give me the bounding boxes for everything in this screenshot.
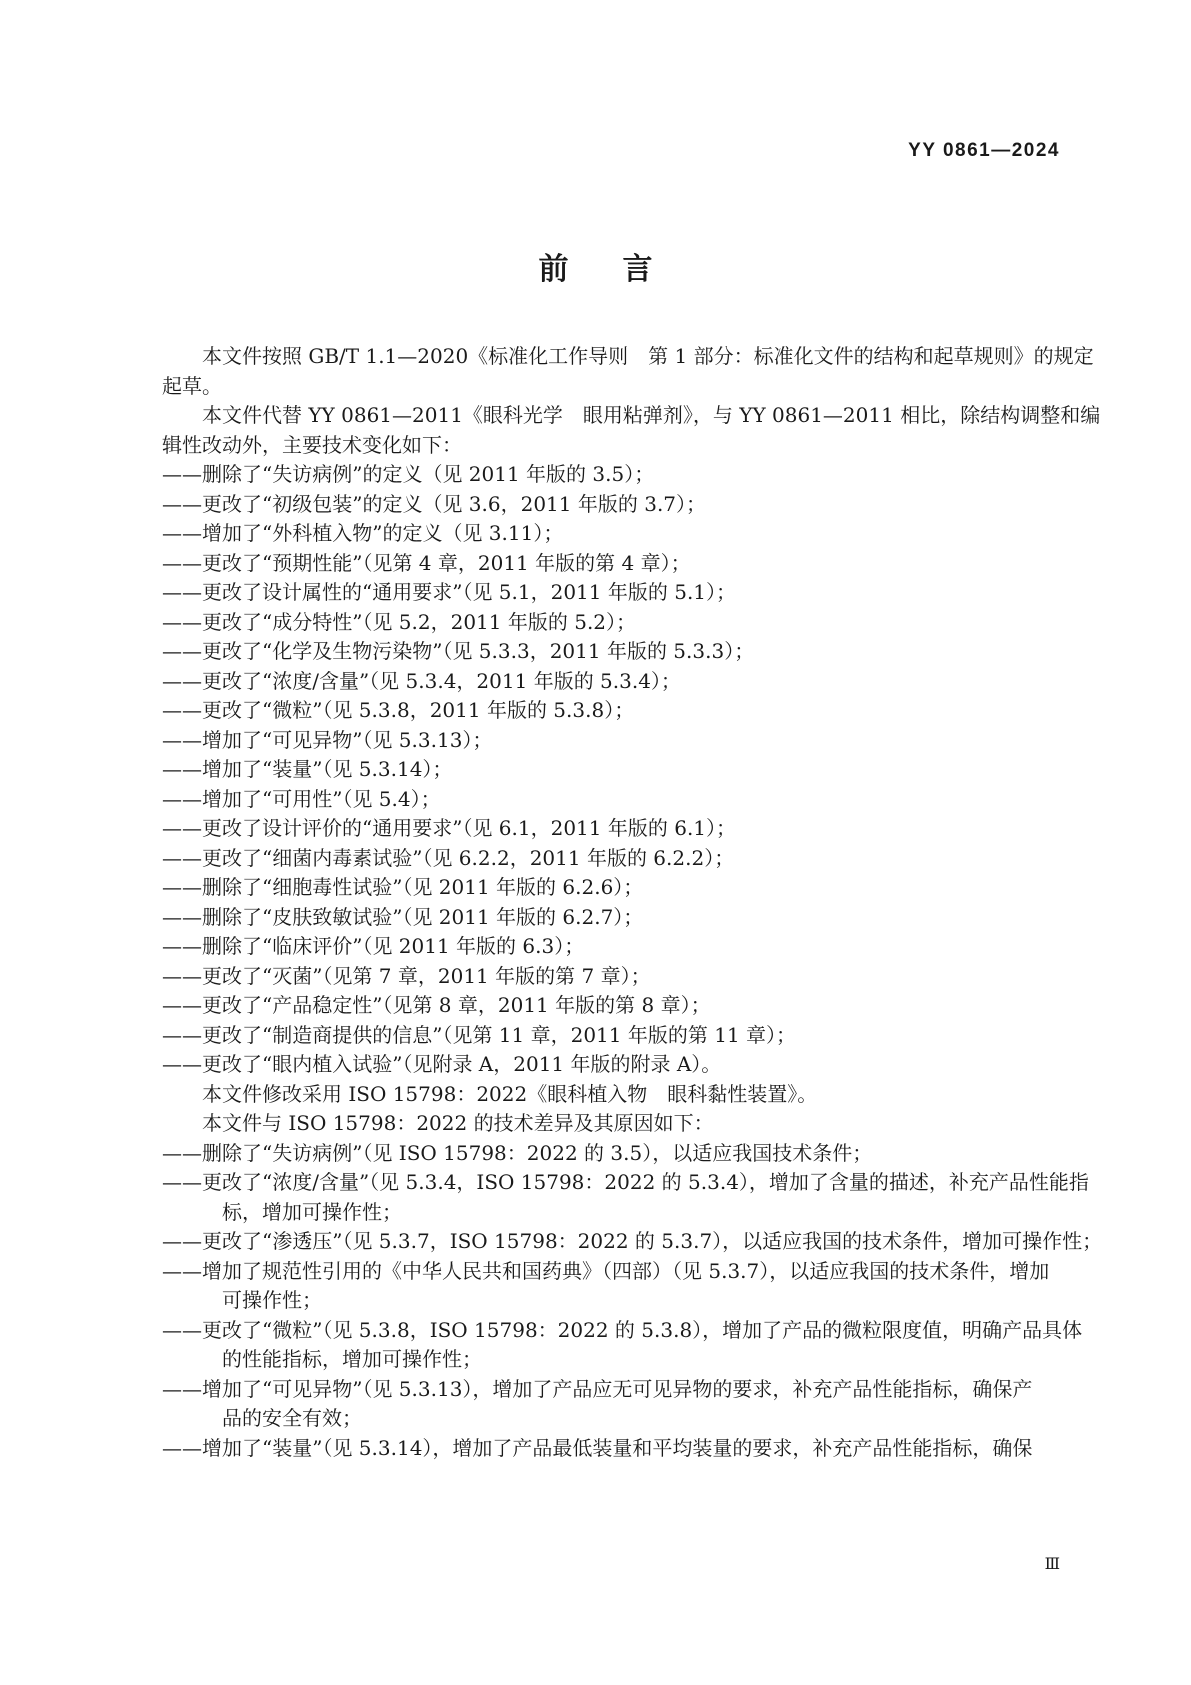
change-list-item: ——更改了“眼内植入试验”（见附录 A，2011 年版的附录 A）。 [162,1052,722,1076]
paragraph-line: 本文件按照 GB/T 1.1—2020《标准化工作导则 第 1 部分：标准化文件的结构和起草规则》的规定 [202,344,1094,368]
change-list-item: ——更改了“浓度/含量”（见 5.3.4，2011 年版的 5.3.4）； [162,668,681,693]
change-list-item: ——更改了“成分特性”（见 5.2，2011 年版的 5.2）； [162,609,637,634]
paragraph-line: 本文件修改采用 ISO 15798：2022《眼科植入物 眼科黏性装置》。 [202,1081,818,1106]
list-item-continuation: 标，增加可操作性； [222,1199,402,1224]
change-list-item: ——删除了“细胞毒性试验”（见 2011 年版的 6.2.6）； [162,875,644,899]
change-list-item: ——增加了“外科植入物”的定义（见 3.11）； [162,521,564,545]
paragraph-line: 起草。 [162,373,222,398]
change-list-item: ——增加了“可见异物”（见 5.3.13）； [162,727,493,752]
list-item-continuation: 的性能指标，增加可操作性； [222,1347,482,1371]
change-list-item: ——更改了设计评价的“通用要求”（见 6.1，2011 年版的 6.1）； [162,816,737,840]
change-list-item: ——更改了“渗透压”（见 5.3.7，ISO 15798：2022 的 5.3.7），以适应我国的技术条件，增加可操作性； [162,1229,1103,1253]
document-number: YY 0861—2024 [908,140,1060,161]
preface-body [162,342,1103,1463]
paragraph-line: 本文件代替 YY 0861—2011《眼科光学 眼用粘弹剂》，与 YY 0861—2011 相比，除结构调整和编 [202,403,1101,427]
list-item-continuation: 品的安全有效； [222,1406,362,1430]
change-list-item: ——增加了“可用性”（见 5.4）； [162,786,441,811]
change-list-item: ——更改了“化学及生物污染物”（见 5.3.3，2011 年版的 5.3.3）； [162,639,755,663]
change-list-item: ——更改了“制造商提供的信息”（见第 11 章，2011 年版的第 11 章）； [162,1022,797,1047]
change-list-item: ——更改了“初级包装”的定义（见 3.6，2011 年版的 3.7）； [162,491,707,516]
change-list-item: ——删除了“失访病例”的定义（见 2011 年版的 3.5）； [162,462,655,486]
list-item-continuation: 可操作性； [222,1288,322,1312]
change-list-item: ——增加了“装量”（见 5.3.14）； [162,757,453,781]
change-list-item: ——增加了“可见异物”（见 5.3.13），增加了产品应无可见异物的要求，补充产品性能指标，确保产 [162,1376,1033,1401]
change-list-item: ——删除了“临床评价”（见 2011 年版的 6.3）； [162,934,585,958]
change-list-item: ——更改了“灭菌”（见第 7 章，2011 年版的第 7 章）； [162,963,651,988]
change-list-item: ——删除了“失访病例”（见 ISO 15798：2022 的 3.5），以适应我国技术条件； [162,1140,873,1165]
change-list-item: ——更改了“微粒”（见 5.3.8，ISO 15798：2022 的 5.3.8），增加了产品的微粒限度值，明确产品具体 [162,1317,1083,1342]
paragraph-line: 本文件与 ISO 15798：2022 的技术差异及其原因如下： [202,1111,714,1135]
change-list-item: ——更改了“预期性能”（见第 4 章，2011 年版的第 4 章）； [162,550,691,575]
paragraph-line: 辑性改动外，主要技术变化如下： [162,432,462,457]
change-list-item: ——更改了“微粒”（见 5.3.8，2011 年版的 5.3.8）； [162,698,635,722]
change-list-item: ——更改了“产品稳定性”（见第 8 章，2011 年版的第 8 章）； [162,993,711,1017]
change-list-item: ——更改了“浓度/含量”（见 5.3.4，ISO 15798：2022 的 5.3.4），增加了含量的描述，补充产品性能指 [162,1170,1089,1194]
change-list-item: ——更改了“细菌内毒素试验”（见 6.2.2，2011 年版的 6.2.2）； [162,845,735,870]
change-list-item: ——删除了“皮肤致敏试验”（见 2011 年版的 6.2.7）； [162,904,644,929]
page-title: 前言 [538,252,707,287]
change-list-item: ——增加了规范性引用的《中华人民共和国药典》（四部）（见 5.3.7），以适应我国的技术条件，增加 [162,1258,1050,1283]
change-list-item: ——增加了“装量”（见 5.3.14），增加了产品最低装量和平均装量的要求，补充产品性能指标，确保 [162,1435,1033,1460]
change-list-item: ——更改了设计属性的“通用要求”（见 5.1，2011 年版的 5.1）； [162,580,737,604]
page-number: Ⅲ [1044,1554,1060,1573]
